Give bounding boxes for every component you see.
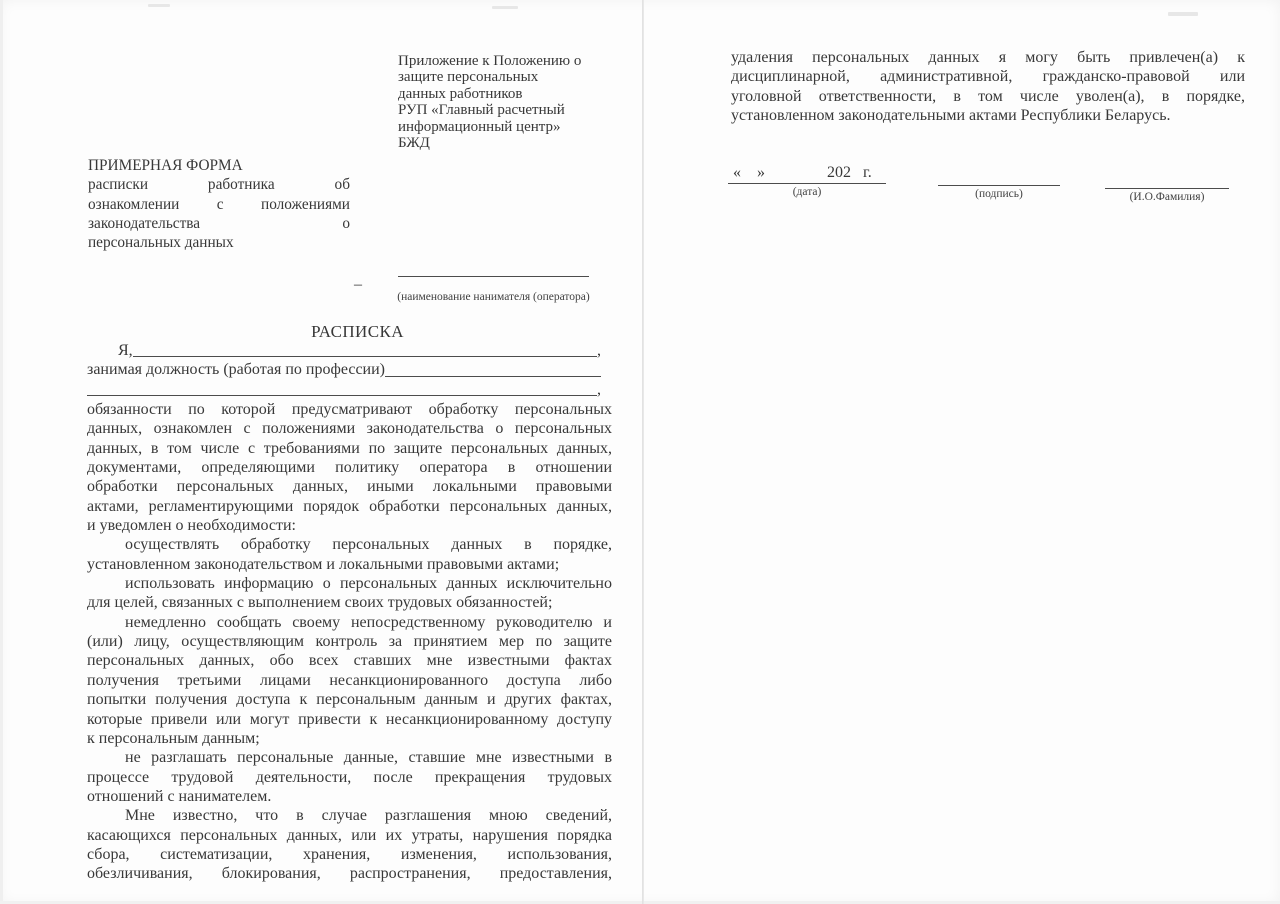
form-title-block [88, 156, 350, 252]
text-line: осуществлять обработку персональных данных в порядке, [125, 536, 612, 554]
text-line: персональных данных, обо всех ставших мне известными фактах [87, 652, 612, 670]
text-line: актами, регламентирующими порядок обработки персональных данных, [87, 497, 612, 515]
operator-name-blank[interactable] [398, 258, 589, 277]
text-line: попытки получения доступа к персональным данным и других фактах, [87, 691, 612, 709]
text-line: отношений с нанимателем. [87, 787, 272, 805]
operator-caption: (наименование нанимателя (оператора) [397, 291, 590, 303]
i-label: Я, [118, 341, 133, 359]
form-title-line: ознакомлении с положениями [88, 195, 350, 213]
form-title-line: расписки работника об [88, 176, 350, 194]
annex-line: РУП «Главный расчетный [398, 102, 565, 119]
annex-line: Приложение к Положению о [398, 53, 582, 69]
text-line: использовать информацию о персональных данных исключительно [125, 575, 612, 593]
text-line: установленном законодательством и локальными правовыми актами; [87, 555, 560, 573]
annex-line: информационный центр» [398, 118, 561, 135]
signature-blank[interactable] [938, 164, 1060, 186]
text-line: (или) лицу, осуществляющим контроль за принятием мер по защите [87, 633, 612, 651]
name-row [87, 341, 601, 360]
signature-field-group [938, 164, 1060, 200]
page-fold-line [642, 0, 644, 904]
text-line: дисциплинарной, административной, гражданско-правовой или [731, 68, 1245, 86]
text-line: установленном законодательными актами Республики Беларусь. [731, 107, 1171, 125]
name-field-group [1105, 167, 1229, 203]
name-blank[interactable] [1105, 167, 1229, 189]
text-line: касающихся персональных данных, или их утраты, нарушения порядка [87, 826, 612, 844]
annex-line: защите персональных [398, 69, 539, 86]
text-line: и уведомлен о необходимости: [87, 517, 296, 535]
year-prefix: 202 [827, 164, 851, 181]
text-line: Мне известно, что в случае разглашения мною сведений, [125, 807, 612, 825]
operator-dash: – [354, 276, 362, 293]
text-line: данных, ознакомлен с положениями законодательства о персональных [87, 420, 612, 438]
position-blank[interactable] [385, 375, 601, 377]
scan-edge-left [0, 0, 3, 904]
date-field-group [728, 162, 886, 198]
body-text-right [731, 48, 1245, 125]
date-caption: (дата) [792, 186, 822, 198]
scan-speck [148, 4, 170, 7]
intro-fill-in-section [87, 341, 601, 399]
text-line: для целей, связанных с выполнением своих трудовых обязанностей; [87, 594, 553, 612]
text-line: обязанности по которой предусматривают обработку персональных [87, 401, 612, 418]
text-line: обработки персональных данных, иными локальными правовыми [87, 478, 612, 496]
scan-speck [1168, 12, 1198, 16]
date-blank[interactable] [728, 162, 886, 184]
position-blank-continued[interactable] [87, 394, 597, 396]
annex-line: БЖД [398, 135, 430, 152]
form-title-line: ПРИМЕРНАЯ ФОРМА [88, 157, 243, 174]
annex-block [398, 53, 600, 151]
body-text-left [87, 400, 612, 884]
text-line: обезличивания, блокирования, распространения, предоставления, [87, 865, 612, 883]
text-line: немедленно сообщать своему непосредственному руководителю и [125, 613, 612, 631]
annex-line: данных работников [398, 85, 523, 102]
text-line: уголовной ответственности, в том числе уволен(а), в порядке, [731, 87, 1245, 105]
close-quote: » [757, 164, 765, 181]
full-name-blank[interactable] [133, 355, 597, 357]
position-label: занимая должность (работая по профессии) [87, 361, 385, 379]
text-line: процессе трудовой деятельности, после прекращения трудовых [87, 768, 612, 786]
trailing-comma: , [597, 341, 601, 359]
form-title-line: законодательства о [88, 214, 350, 232]
name-caption: (И.О.Фамилия) [1129, 191, 1205, 203]
text-line: данных, в том числе с требованиями по защите персональных данных, [87, 439, 612, 457]
signature-row [731, 160, 1245, 220]
trailing-comma: , [597, 380, 601, 398]
text-line: не разглашать персональные данные, ставшие мне известными в [125, 749, 612, 767]
scan-speck [492, 6, 518, 9]
open-quote: « [733, 164, 741, 181]
receipt-title: РАСПИСКА [311, 322, 404, 341]
signature-caption: (подпись) [975, 188, 1023, 200]
form-title-line: персональных данных [88, 234, 234, 252]
text-line: получения третьими лицами несанкционированного доступа либо [87, 671, 612, 689]
position-row-continued [87, 380, 601, 399]
text-line: сбора, систематизации, хранения, изменения, использования, [87, 845, 612, 863]
position-row [87, 360, 601, 379]
text-line: к персональным данным; [87, 729, 260, 747]
year-suffix: г. [863, 164, 872, 181]
text-line: которые привели или могут привести к несанкционированному доступу [87, 710, 612, 728]
text-line: документами, определяющими политику оператора в отношении [87, 459, 612, 477]
text-line: удаления персональных данных я могу быть привлечен(а) к [731, 49, 1245, 66]
